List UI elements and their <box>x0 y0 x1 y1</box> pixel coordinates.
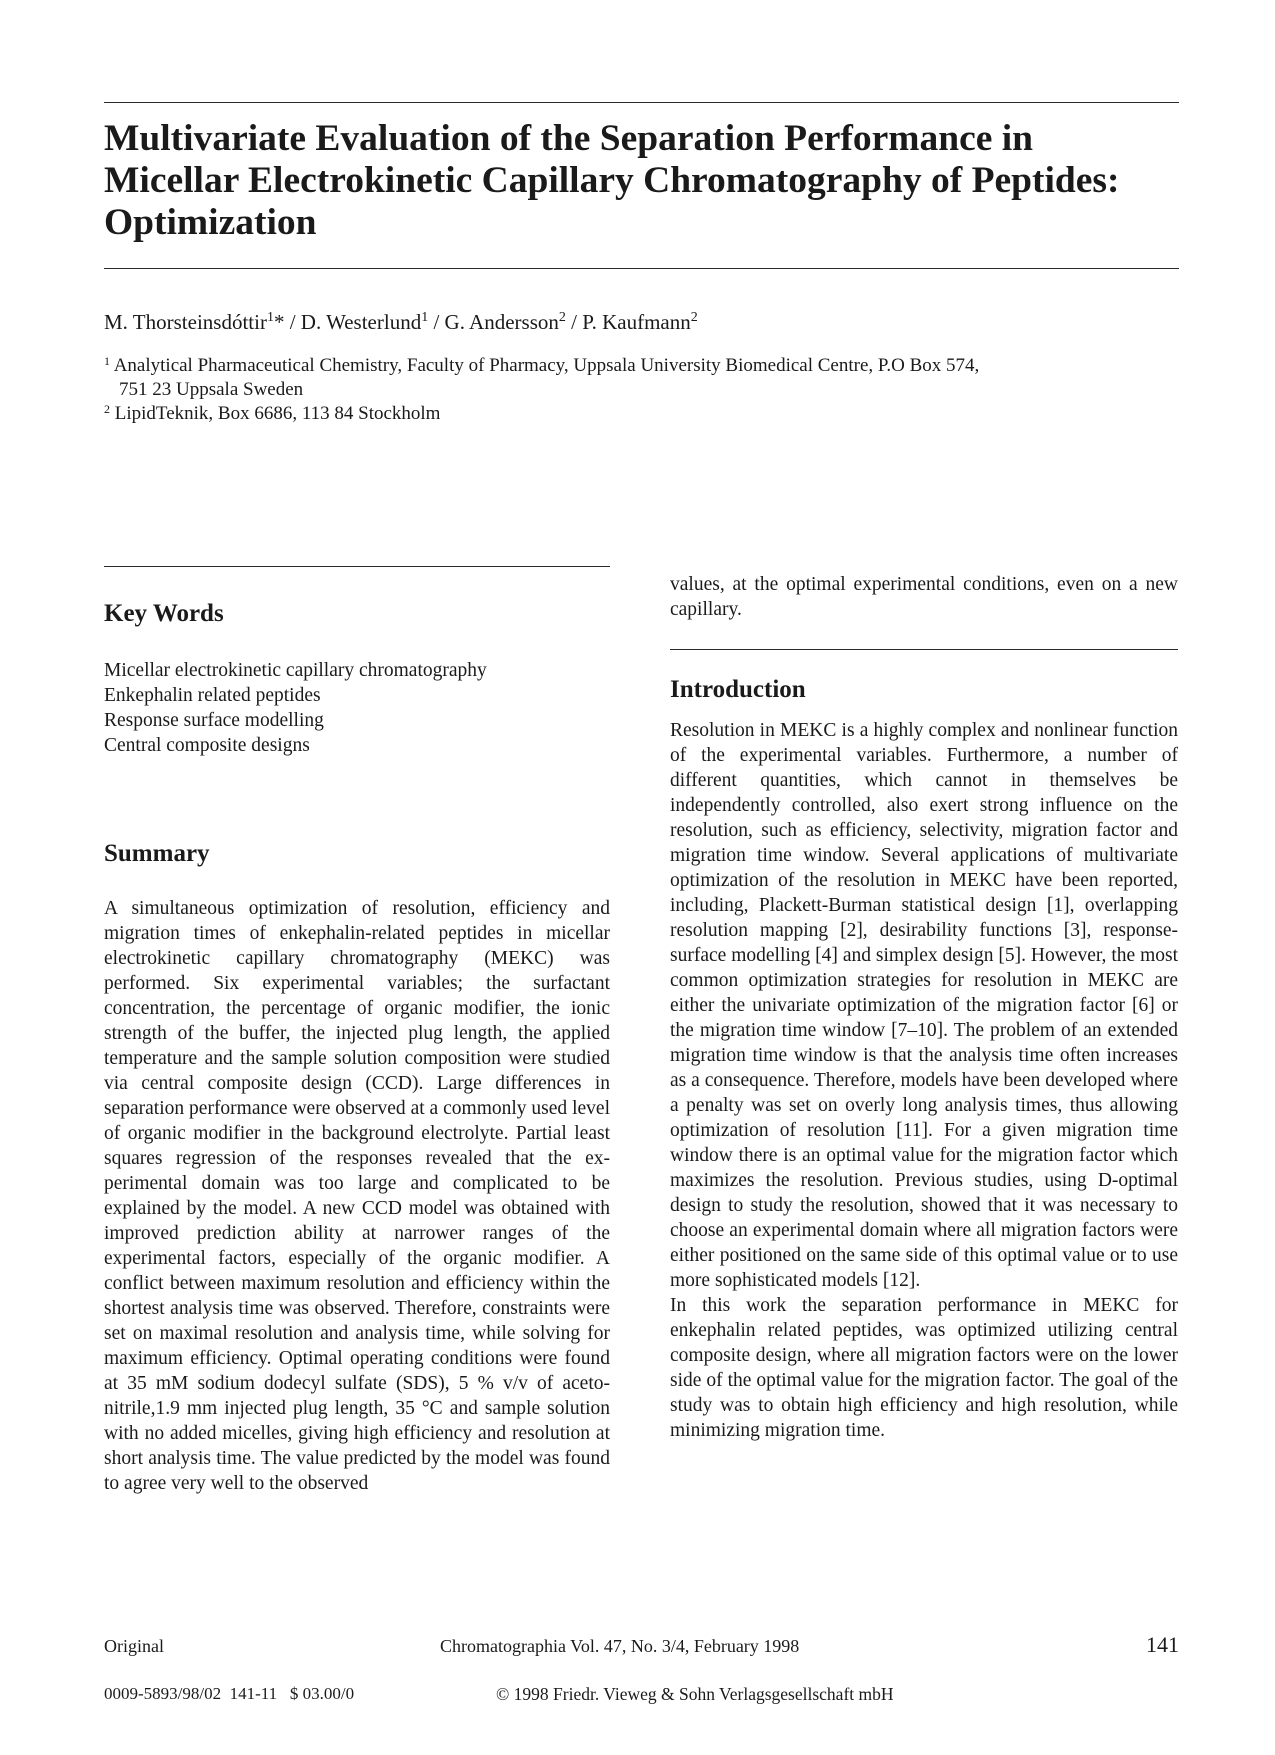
article-code: 0009-5893/98/02 141-11 $ 03.00/0 <box>104 1684 355 1703</box>
summary-paragraph: A simultaneous optimization of resolution, efficiency and migration times of enkephalin-related peptides in micellar electrokinetic capillary chromatography (MEKC) was performed. Six experimental variables; the surfactant concentration, the percentage of organic modifier, the ionic strength of the buffer, the injected plug length, the applied temperature and the sample solution composition were studied via central composite design (CCD). Large differences in separation performance were observed at a commonly used level of organic modifier in the background electrolyte. Partial least squares regression of the responses revealed that the experimental domain was too large and complicated to be explained by the model. A new CCD model was obtained with improved prediction ability at narrower ranges of the experimental factors, especially of the organic modifier. A conflict between maximum resolution and efficiency within the shortest analysis time was observed. Therefore, constraints were set on maximal resolution and analysis time, while solving for maximum efficiency. Optimal operating conditions were found at 35 mM sodium dodecyl sulfate (SDS), 5 % v/v of acetonitrile,1.9 mm injected plug length, 35 °C and sample solution with no added micelles, giving high efficiency and resolution at short analysis time. The value predicted by the model was found to agree very well to the observed <box>104 898 610 1494</box>
introduction-top-rule <box>670 649 1178 650</box>
copyright-notice: © 1998 Friedr. Vieweg & Sohn Verlagsgesellschaft mbH <box>496 1684 894 1704</box>
introduction-paragraph: Resolution in MEKC is a highly complex and nonlinear function of the experimental variables. Furthermore, a number of different quantities, which cannot in themselves be independently controlled, also exert strong influence on the resolution, such as efficiency, selectivity, migration factor and migration time window. Several applications of multivariate optimization of the resolution in MEKC have been reported, including, Plackett-Burman statistical design [1], overlapping resolution mapping [2], desirability functions [3], response-surface modelling [4] and simplex design [5]. However, the most common optimization strategies for resolution in MEKC are either the univariate optimization of the migration factor [6] or the migration time window [7–10]. The problem of an extended migration time window is that the analysis time often increases as a consequence. Therefore, models have been developed where a penalty was set on overly long analysis times, thus allowing optimization of resolution [11]. For a given migration time window there is an optimal value for the migration factor which maximizes the resolution. Previous studies, using D-optimal design to study the resolution, showed that it was necessary to choose an experimental domain where all migration factors were either positioned on the same side of this optimal value or to use more sophisticated models [12]. <box>670 720 1178 1291</box>
paper-title <box>104 118 1184 244</box>
summary-continuation <box>670 572 1178 622</box>
affiliation-2 <box>104 402 1184 426</box>
author-separator: / <box>284 310 301 334</box>
keyword-item: Response surface modelling <box>104 710 324 731</box>
introduction-heading: Introduction <box>670 676 806 703</box>
keywords-top-rule <box>104 566 610 567</box>
summary-heading: Summary <box>104 840 210 867</box>
title-line-3: Optimization <box>104 202 317 243</box>
keyword-item: Central composite designs <box>104 735 310 756</box>
author-name: D. Westerlund <box>300 310 422 334</box>
author-separator: / <box>565 310 583 334</box>
keyword-item: Micellar electrokinetic capillary chromatography <box>104 660 487 681</box>
affiliations <box>104 354 1184 426</box>
introduction-body <box>670 718 1178 1443</box>
section-label: Original <box>104 1636 164 1656</box>
corresponding-author-mark: * <box>273 310 285 334</box>
author-affiliation-mark: 2 <box>558 310 566 325</box>
affiliation-1-cont: 751 23 Uppsala Sweden <box>119 379 304 400</box>
affiliation-text: LipidTeknik, Box 6686, 113 84 Stockholm <box>114 403 441 424</box>
title-line-2: Micellar Electrokinetic Capillary Chromatography of Peptides: <box>104 160 1120 201</box>
affiliation-number: 2 <box>104 402 110 416</box>
top-rule <box>104 102 1179 103</box>
author-separator: / <box>428 310 445 334</box>
affiliation-number: 1 <box>104 354 110 368</box>
author-name: G. Andersson <box>444 310 559 334</box>
author-affiliation-mark: 2 <box>690 310 698 325</box>
keywords-list <box>104 658 487 758</box>
summary-paragraph-continued: values, at the optimal experimental conditions, even on a new capillary. <box>670 574 1178 620</box>
author-list <box>104 310 698 335</box>
title-bottom-rule <box>104 268 1179 269</box>
affiliation-text: Analytical Pharmaceutical Chemistry, Faculty of Pharmacy, Uppsala University Biomedical Centre, P.O Box 574, <box>113 355 980 376</box>
author-name: M. Thorsteinsdóttir <box>104 310 267 334</box>
title-line-1: Multivariate Evaluation of the Separation Performance in <box>104 118 1034 159</box>
keyword-item: Enkephalin related peptides <box>104 685 321 706</box>
author-affiliation-mark: 1 <box>266 310 274 325</box>
summary-body <box>104 896 610 1496</box>
keywords-heading: Key Words <box>104 600 224 627</box>
author-name: P. Kaufmann <box>582 310 691 334</box>
affiliation-1 <box>104 354 1184 378</box>
page-number: 141 <box>1146 1632 1179 1657</box>
introduction-paragraph: In this work the separation performance in MEKC for enkephalin related peptides, was optimized utilizing central composite design, where all migration factors were on the lower side of the optimal value for the migration factor. The goal of the study was to obtain high efficiency and high resolution, while minimizing migration time. <box>670 1295 1178 1441</box>
author-affiliation-mark: 1 <box>421 310 429 325</box>
journal-citation: Chromatographia Vol. 47, No. 3/4, February 1998 <box>440 1636 800 1656</box>
